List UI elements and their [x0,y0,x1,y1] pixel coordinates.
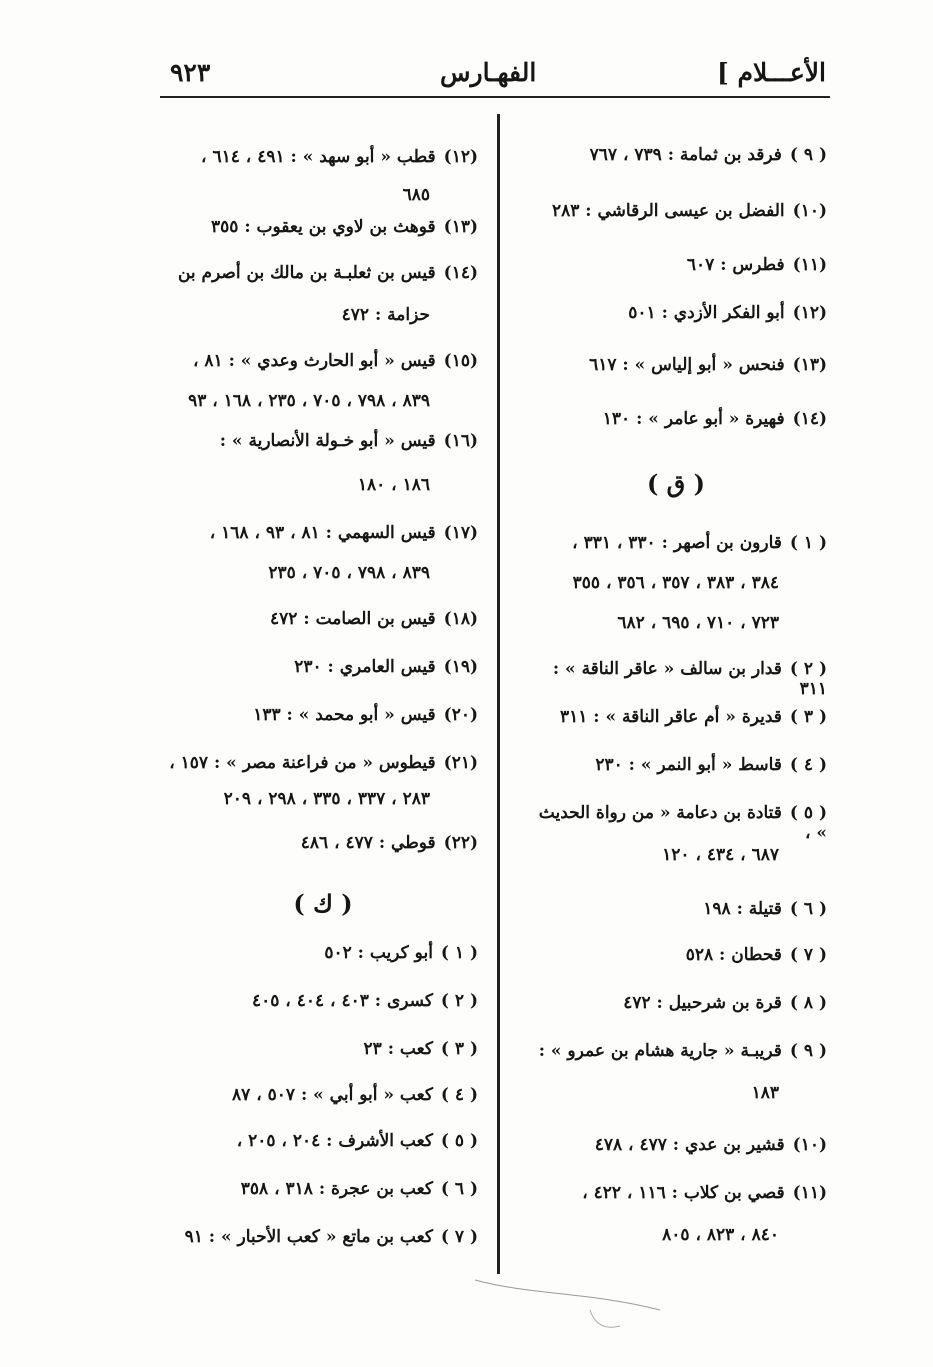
entry-continuation: ٨٣٩ ، ٧٩٨ ، ٧٠٥ ، ٢٣٥ ، ١٦٨ ، ٩٣ [188,391,430,411]
entry-continuation: ٨٣٩ ، ٧٩٨ ، ٧٠٥ ، ٢٣٥ [268,563,430,583]
index-entry: ( ٦ )كعب بن عجرة : ٣١٨ ، ٣٥٨ [240,1179,478,1199]
index-entry: (١٧)قيس السهمي : ٨١ ، ٩٣ ، ١٦٨ ، [209,523,478,543]
entry-continuation: ٨٤٠ ، ٨٢٣ ، ٨٠٥ [662,1225,779,1245]
page-number: ٩٢٣ [170,58,211,87]
entry-continuation: ٦٨٧ ، ٤٣٤ ، ١٢٠ [662,845,779,865]
index-entry: (١٢)أبو الفكر الأزدي : ٥٠١ [628,303,827,323]
page-header [160,52,830,98]
index-entry: ( ٤ )قاسط « أبو النمر » : ٢٣٠ [595,755,827,775]
index-entry: ( ٣ )كعب : ٢٣ [363,1039,478,1059]
index-entry: ( ١ )أبو كريب : ٥٠٢ [324,943,478,963]
index-entry: (١٠)الفضل بن عيسى الرقاشي : ٢٨٣ [551,201,827,221]
entry-continuation: حزامة : ٤٧٢ [341,305,430,325]
section-heading-kaf: ( ك ) [293,889,353,918]
entry-continuation: ٧٢٣ ، ٧١٠ ، ٦٩٥ ، ٦٨٢ [617,613,779,633]
index-entry: ( ٥ )قتادة بن دعامة « من رواة الحديث » ، [538,803,827,843]
header-section-title: الأعـــلام ] [716,58,826,87]
index-entry: (١٦)قيس « أبو خـولة الأنصارية » : [219,431,478,451]
index-entry: (١٩)قيس العامري : ٢٣٠ [294,657,478,677]
entry-continuation: ١٨٦ ، ١٨٠ [357,475,430,495]
index-entry: ( ٧ )كعب بن ماتع « كعب الأحبار » : ٩١ [184,1227,478,1247]
index-entry: (١٤)قيس بن ثعلبـة بن مالك بن أصرم بن [177,263,478,283]
header-index-title: الفهـارس [440,58,537,87]
index-entry: ( ٤ )كعب « أبو أبي » : ٥٠٧ ، ٨٧ [232,1085,478,1105]
entry-continuation: ٣٨٤ ، ٣٨٣ ، ٣٥٧ ، ٣٥٦ ، ٣٥٥ [572,573,779,593]
index-entry: (١٣)قوهث بن لاوي بن يعقوب : ٣٥٥ [211,217,478,237]
index-entry: ( ٧ )قحطان : ٥٢٨ [685,945,827,965]
index-entry: (٢٠)قيس « أبو محمد » : ١٣٣ [253,705,478,725]
index-entry: ( ٢ )قدار بن سالف « عاقر الناقة » : ٣١١ [552,659,827,699]
index-entry: (١٠)قشير بن عدي : ٤٧٧ ، ٤٧٨ [594,1135,827,1155]
column-divider [497,114,500,1274]
index-entry: (٢٢)قوطي : ٤٧٧ ، ٤٨٦ [300,833,478,853]
entry-continuation: ١٨٣ [751,1083,779,1103]
index-entry: ( ٣ )قديرة « أم عاقر الناقة » : ٣١١ [559,707,827,727]
index-entry: ( ١ )قارون بن أصهر : ٣٣٠ ، ٣٣١ ، [572,533,827,553]
entry-continuation: ٢٨٣ ، ٣٣٧ ، ٣٣٥ ، ٢٩٨ ، ٢٠٩ [223,789,430,809]
index-entry: ( ٩ )قريبـة « جارية هشام بن عمرو » : [538,1041,827,1061]
index-entry: (١٨)قيس بن الصامت : ٤٧٢ [270,609,478,629]
index-entry: ( ٨ )قرة بن شرحبيل : ٤٧٢ [623,993,827,1013]
pencil-mark [470,1270,670,1340]
index-entry: (١٤)فهيرة « أبو عامر » : ١٣٠ [602,409,827,429]
index-entry: ( ٢ )كسرى : ٤٠٣ ، ٤٠٤ ، ٤٠٥ [251,991,478,1011]
index-entry: (١٢)قطب « أبو سهد » : ٤٩١ ، ٦١٤ ، [201,147,478,167]
index-entry: (١١)فطرس : ٦٠٧ [686,255,827,275]
index-entry: ( ٦ )قتيلة : ١٩٨ [703,899,827,919]
index-entry: (١٥)قيس « أبو الحارث وعدي » : ٨١ ، [192,351,478,371]
index-entry: (٢١)قيطوس « من فراعنة مصر » : ١٥٧ ، [169,753,478,773]
index-entry: (١٣)فنحس « أبو إلياس » : ٦١٧ [589,355,827,375]
index-entry: ( ٥ )كعب الأشرف : ٢٠٤ ، ٢٠٥ ، [236,1131,478,1151]
index-entry: ( ٩ )فرقد بن ثمامة : ٧٣٩ ، ٧٦٧ [589,145,827,165]
section-heading-qaf: ( ق ) [646,469,706,498]
entry-continuation: ٦٨٥ [402,185,430,205]
index-entry: (١١)قصي بن كلاب : ١١٦ ، ٤٢٢ ، [582,1183,827,1203]
